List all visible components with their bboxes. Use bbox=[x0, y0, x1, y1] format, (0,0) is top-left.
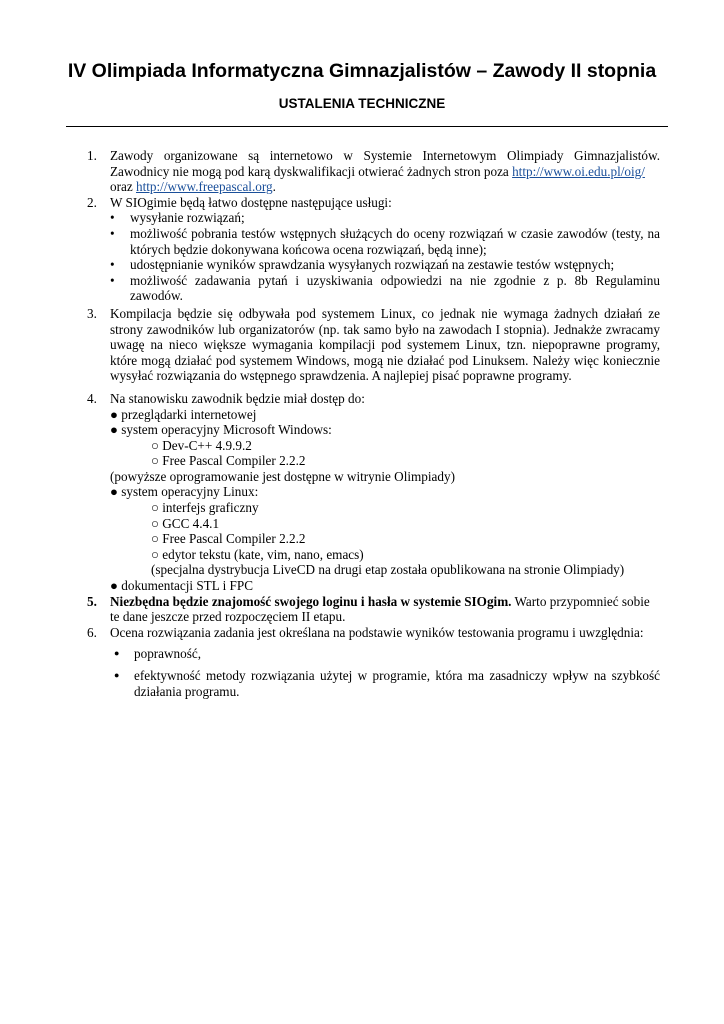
list-item-2 bbox=[87, 194, 660, 304]
list-item-1 bbox=[87, 148, 660, 195]
windows-sub-item: ○ Dev-C++ 4.9.9.2 bbox=[151, 437, 252, 453]
item-text: Zawody organizowane są internetowo w Systemie Internetowym Olimpiady Gimnazjalistów. Zawodnicy nie mogą pod karą dyskwalifikacji otwierać żadnych stron poza bbox=[110, 148, 660, 179]
item-text-mid: oraz bbox=[110, 179, 136, 195]
bullet-icon: • bbox=[110, 225, 115, 241]
document-title: IV Olimpiada Informatyczna Gimnazjalistów – Zawody II stopnia bbox=[67, 60, 657, 82]
list-item-3 bbox=[87, 305, 660, 384]
bullet-item: • możliwość zadawania pytań i uzyskiwania odpowiedzi na nie zgodnie z p. 8b Regulaminu zawodów. bbox=[110, 272, 660, 304]
item-number: 3. bbox=[87, 305, 97, 321]
item-text: Warto przypomnieć sobie te dane jeszcze przed rozpoczęciem II etapu. bbox=[110, 593, 650, 625]
bullet-item: • możliwość pobrania testów wstępnych służących do oceny rozwiązań w czasie zawodów (testy, na których będzie dokonywana końcowa ocena rozwiązań, będą inne); bbox=[110, 225, 660, 257]
bullet-item: • udostępnianie wyników sprawdzania wysyłanych rozwiązań na zestawie testów wstępnych; bbox=[110, 257, 615, 273]
item-text-end: . bbox=[272, 179, 276, 195]
list-item-5 bbox=[87, 593, 660, 625]
bullet-icon: • bbox=[110, 210, 115, 226]
item-number: 4. bbox=[87, 390, 97, 406]
bullet-item: • wysyłanie rozwiązań; bbox=[110, 210, 245, 226]
bullet-icon: • bbox=[110, 272, 115, 288]
linux-sub-item: ○ interfejs graficzny bbox=[151, 500, 259, 516]
bullet-item: ● poprawność, bbox=[114, 646, 202, 662]
header-divider bbox=[66, 126, 668, 127]
linux-sub-item: ○ GCC 4.4.1 bbox=[151, 515, 220, 531]
linux-note: (specjalna dystrybucja LiveCD na drugi etap została opublikowana na stronie Olimpiady) bbox=[151, 562, 625, 578]
docs-line: ● dokumentacji STL i FPC bbox=[110, 578, 254, 594]
document-body bbox=[87, 148, 660, 699]
list-item-6 bbox=[87, 624, 660, 699]
item-intro: Ocena rozwiązania zadania jest określana na podstawie wyników testowania programu i uwzględnia: bbox=[110, 624, 644, 640]
document-subtitle: USTALENIA TECHNICZNE bbox=[278, 96, 446, 111]
linux-sub-item: ○ edytor tekstu (kate, vim, nano, emacs) bbox=[151, 546, 364, 562]
item-text: Kompilacja będzie się odbywała pod systemem Linux, co jednak nie wymaga żadnych działań ze strony zawodników lub organizatorów (np. tak samo było na zawodach I stopnia). Jednakże zwracamy uwagę na nieco większe wymagania kompilacji pod systemem Linux, tzn. niepoprawne programy, które mogą działać pod systemem Windows, mogą nie działać pod Linuksem. Należy więc koniecznie wysyłać rozwiązania do wstępnego sprawdzenia. A najlepiej pisać poprawne programy. bbox=[110, 305, 660, 384]
windows-note: (powyższe oprogramowanie jest dostępne w witrynie Olimpiady) bbox=[110, 468, 455, 484]
browser-line: ● przeglądarki internetowej bbox=[110, 406, 257, 422]
windows-line: ● system operacyjny Microsoft Windows: bbox=[110, 422, 332, 438]
item-number: 1. bbox=[87, 148, 97, 163]
list-item-4 bbox=[87, 390, 660, 594]
item-number: 2. bbox=[87, 194, 97, 210]
oi-link[interactable]: http://www.oi.edu.pl/oig/ bbox=[512, 163, 645, 179]
bullet-icon: • bbox=[110, 257, 115, 273]
windows-sub-item: ○ Free Pascal Compiler 2.2.2 bbox=[151, 453, 306, 469]
item-intro: Na stanowisku zawodnik będzie miał dostęp do: bbox=[110, 390, 365, 406]
bullet-icon: ● bbox=[114, 648, 120, 659]
item-intro: W SIOgimie będą łatwo dostępne następujące usługi: bbox=[110, 194, 392, 210]
item-number: 6. bbox=[87, 624, 97, 640]
linux-sub-item: ○ Free Pascal Compiler 2.2.2 bbox=[151, 531, 306, 547]
freepascal-link[interactable]: http://www.freepascal.org bbox=[136, 179, 273, 195]
item-number: 5. bbox=[87, 593, 97, 609]
login-warning: Niezbędna będzie znajomość swojego loginu i hasła w systemie SIOgim. bbox=[110, 593, 512, 609]
bullet-icon: ● bbox=[114, 670, 120, 680]
linux-line: ● system operacyjny Linux: bbox=[110, 484, 259, 500]
bullet-item: ● efektywność metody rozwiązania użytej w programie, która ma zasadniczy wpływ na szybkość działania programu. bbox=[114, 668, 660, 699]
